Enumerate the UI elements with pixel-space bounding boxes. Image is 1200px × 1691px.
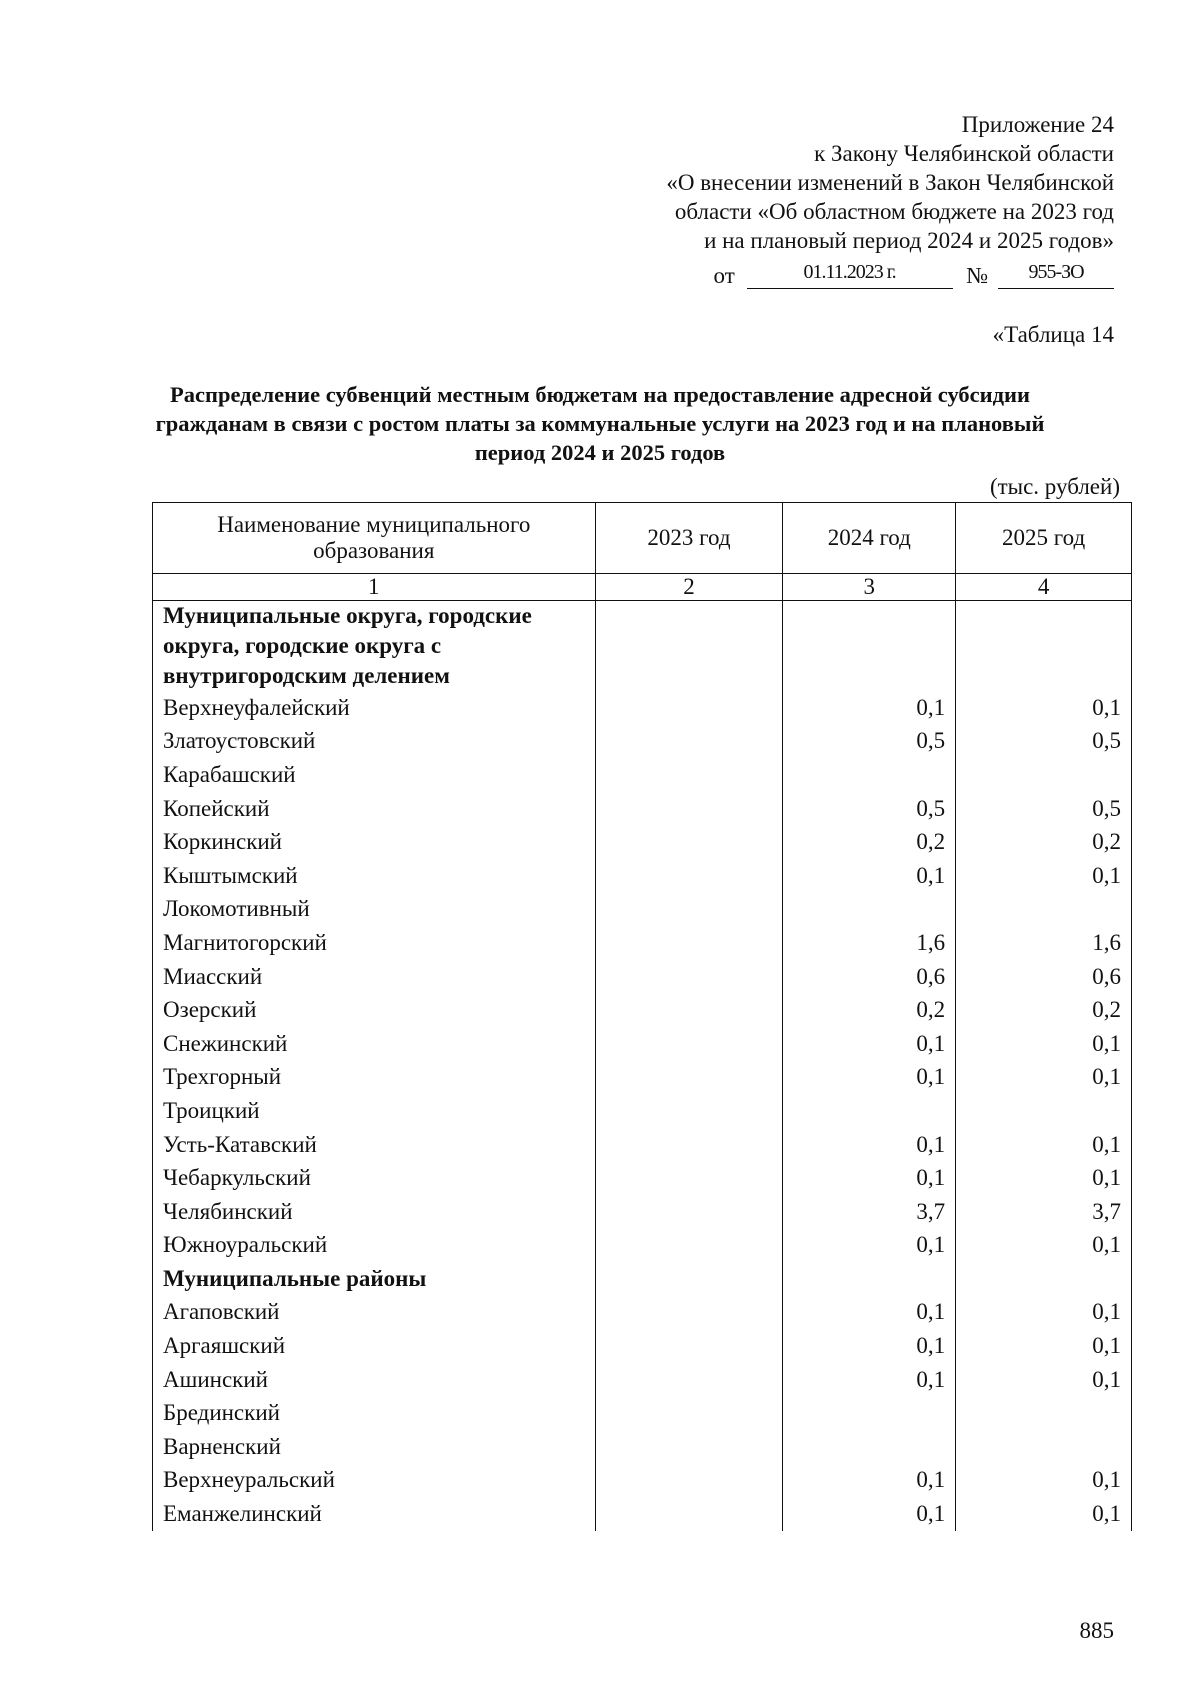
value-2024: [783, 893, 956, 927]
table-row: [153, 926, 1132, 960]
table-row: [153, 792, 1132, 826]
value-2024: 1,6: [783, 926, 956, 960]
municipality-name: Чебаркульский: [153, 1161, 596, 1195]
value-2024: [783, 758, 956, 792]
value-2023: [595, 1027, 783, 1061]
value-2024: [783, 1094, 956, 1128]
header-2023: 2023 год: [595, 503, 783, 574]
municipality-name: Челябинский: [153, 1195, 596, 1229]
value-2024: 0,5: [783, 792, 956, 826]
value-2025: 0,1: [956, 1027, 1132, 1061]
table-row: [153, 1430, 1132, 1464]
municipality-name: Коркинский: [153, 825, 596, 859]
value-2024: [783, 601, 956, 692]
table-row: [153, 1061, 1132, 1095]
table-row: [153, 1094, 1132, 1128]
value-2023: [595, 792, 783, 826]
value-2025: 0,1: [956, 1464, 1132, 1498]
value-2023: [595, 1161, 783, 1195]
table-row: [153, 1161, 1132, 1195]
value-2023: [595, 1430, 783, 1464]
value-2025: [956, 601, 1132, 692]
value-2023: [595, 993, 783, 1027]
value-2025: 0,2: [956, 825, 1132, 859]
value-2024: 0,1: [783, 1061, 956, 1095]
value-2024: 0,2: [783, 825, 956, 859]
header-line-5: и на плановый период 2024 и 2025 годов»: [704, 228, 1114, 253]
from-label: от: [713, 263, 735, 288]
table-row: [153, 758, 1132, 792]
value-2025: 0,1: [956, 691, 1132, 725]
municipality-name: Еманжелинский: [153, 1497, 596, 1531]
header-line-3: «О внесении изменений в Закон Челябинской: [666, 170, 1114, 195]
table-row: [153, 1296, 1132, 1330]
value-2024: 0,1: [783, 1497, 956, 1531]
value-2024: 0,1: [783, 1128, 956, 1162]
table-group-row: [153, 1262, 1132, 1296]
value-2024: 0,1: [783, 1464, 956, 1498]
table-header-row: [153, 503, 1132, 574]
value-2023: [595, 758, 783, 792]
value-2024: [783, 1262, 956, 1296]
date-field: [747, 262, 953, 289]
value-2023: [595, 893, 783, 927]
value-2023: [595, 1262, 783, 1296]
value-2023: [595, 1329, 783, 1363]
units-label: (тыс. рублей): [989, 474, 1120, 499]
table-row: [153, 1497, 1132, 1531]
table-row: [153, 1128, 1132, 1162]
value-2025: 3,7: [956, 1195, 1132, 1229]
table-row: [153, 1195, 1132, 1229]
law-date-number: [714, 262, 1114, 289]
column-number: 2: [595, 574, 783, 601]
municipality-name: Миасский: [153, 960, 596, 994]
value-2024: 0,2: [783, 993, 956, 1027]
municipality-name: Южноуральский: [153, 1229, 596, 1263]
table-row: [153, 859, 1132, 893]
value-2024: 3,7: [783, 1195, 956, 1229]
value-2024: 0,1: [783, 691, 956, 725]
value-2023: [595, 1229, 783, 1263]
value-2025: [956, 758, 1132, 792]
table-row: [153, 691, 1132, 725]
value-2025: 0,1: [956, 1161, 1132, 1195]
table-row: [153, 1229, 1132, 1263]
value-2025: 0,1: [956, 1296, 1132, 1330]
header-line-2: к Закону Челябинской области: [814, 141, 1114, 166]
value-2025: 0,1: [956, 1497, 1132, 1531]
column-number: 3: [783, 574, 956, 601]
value-2023: [595, 1128, 783, 1162]
table-row: [153, 825, 1132, 859]
value-2023: [595, 1363, 783, 1397]
municipality-name: Копейский: [153, 792, 596, 826]
municipality-name: Снежинский: [153, 1027, 596, 1061]
table-row: [153, 960, 1132, 994]
municipality-name: Усть-Катавский: [153, 1128, 596, 1162]
value-2024: [783, 1396, 956, 1430]
table-row: [153, 993, 1132, 1027]
value-2025: 0,6: [956, 960, 1132, 994]
document-header: [666, 110, 1114, 255]
value-2025: 0,1: [956, 1229, 1132, 1263]
municipality-name: Муниципальные районы: [153, 1262, 596, 1296]
number-label: №: [966, 263, 989, 288]
law-number: 955-ЗО: [1028, 261, 1084, 283]
municipality-name: Кыштымский: [153, 859, 596, 893]
header-municipality: Наименование муниципального образования: [153, 503, 596, 574]
value-2025: 0,1: [956, 1363, 1132, 1397]
value-2025: 0,1: [956, 859, 1132, 893]
header-line-4: области «Об областном бюджете на 2023 год: [674, 199, 1114, 224]
value-2023: [595, 725, 783, 759]
table-row: [153, 1363, 1132, 1397]
value-2025: 0,1: [956, 1128, 1132, 1162]
header-2025: 2025 год: [956, 503, 1132, 574]
table-label: «Таблица 14: [992, 322, 1114, 347]
value-2025: [956, 1396, 1132, 1430]
value-2024: 0,1: [783, 1363, 956, 1397]
table-row: [153, 893, 1132, 927]
value-2024: 0,1: [783, 1161, 956, 1195]
municipality-name: Озерский: [153, 993, 596, 1027]
value-2023: [595, 960, 783, 994]
table-row: [153, 725, 1132, 759]
column-numbers-row: [153, 574, 1132, 601]
value-2023: [595, 1094, 783, 1128]
table-body: [153, 601, 1132, 1531]
value-2023: [595, 1464, 783, 1498]
municipality-name: Троицкий: [153, 1094, 596, 1128]
value-2024: 0,6: [783, 960, 956, 994]
municipality-name: Агаповский: [153, 1296, 596, 1330]
municipality-name: Трехгорный: [153, 1061, 596, 1095]
value-2025: [956, 1094, 1132, 1128]
municipality-name: Муниципальные округа, городские округа, городские округа с внутригородским делением: [153, 601, 596, 692]
municipality-name: Варненский: [153, 1430, 596, 1464]
municipality-name: Магнитогорский: [153, 926, 596, 960]
municipality-name: Верхнеуральский: [153, 1464, 596, 1498]
table-row: [153, 1464, 1132, 1498]
value-2024: 0,1: [783, 1229, 956, 1263]
value-2023: [595, 601, 783, 692]
municipality-name: Ашинский: [153, 1363, 596, 1397]
value-2023: [595, 1396, 783, 1430]
value-2025: 1,6: [956, 926, 1132, 960]
value-2025: 0,5: [956, 792, 1132, 826]
value-2023: [595, 691, 783, 725]
value-2023: [595, 859, 783, 893]
value-2024: 0,1: [783, 859, 956, 893]
value-2023: [595, 1195, 783, 1229]
value-2023: [595, 926, 783, 960]
value-2024: 0,1: [783, 1329, 956, 1363]
value-2023: [595, 1296, 783, 1330]
table-row: [153, 1396, 1132, 1430]
municipality-name: Локомотивный: [153, 893, 596, 927]
value-2023: [595, 1497, 783, 1531]
value-2025: [956, 1430, 1132, 1464]
header-2024: 2024 год: [783, 503, 956, 574]
table-row: [153, 1329, 1132, 1363]
table-row: [153, 1027, 1132, 1061]
header-line-1: Приложение 24: [961, 112, 1114, 137]
value-2023: [595, 825, 783, 859]
value-2024: 0,1: [783, 1027, 956, 1061]
municipality-name: Карабашский: [153, 758, 596, 792]
municipality-name: Брединский: [153, 1396, 596, 1430]
law-date: 01.11.2023 г.: [803, 261, 896, 283]
value-2023: [595, 1061, 783, 1095]
subventions-table: [152, 502, 1132, 1531]
municipality-name: Аргаяшский: [153, 1329, 596, 1363]
table-group-row: [153, 601, 1132, 692]
page-number: 885: [1079, 1618, 1114, 1643]
value-2025: 0,2: [956, 993, 1132, 1027]
municipality-name: Златоустовский: [153, 725, 596, 759]
column-number: 4: [956, 574, 1132, 601]
number-field: [998, 262, 1114, 289]
value-2025: 0,1: [956, 1329, 1132, 1363]
value-2024: 0,5: [783, 725, 956, 759]
value-2025: [956, 1262, 1132, 1296]
value-2024: [783, 1430, 956, 1464]
municipality-name: Верхнеуфалейский: [153, 691, 596, 725]
document-title: Распределение субвенций местным бюджетам на предоставление адресной субсидии гражданам в связи с ростом платы за коммунальные услуги на 2023 год и на плановый период 2024 и 2025 годов: [155, 382, 1045, 465]
column-number: 1: [153, 574, 596, 601]
value-2025: [956, 893, 1132, 927]
value-2024: 0,1: [783, 1296, 956, 1330]
value-2025: 0,5: [956, 725, 1132, 759]
value-2025: 0,1: [956, 1061, 1132, 1095]
